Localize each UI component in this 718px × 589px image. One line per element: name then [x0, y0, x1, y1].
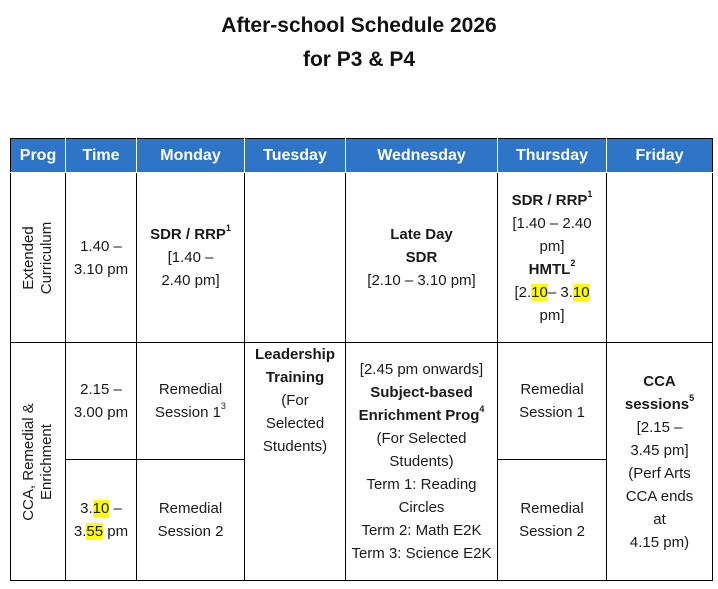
monday-slot2: Remedial Session 2: [137, 460, 245, 581]
thursday-slot2: Remedial Session 2: [498, 460, 607, 581]
header-prog: Prog: [11, 139, 66, 173]
page-subtitle: for P3 & P4: [302, 48, 416, 71]
header-wednesday: Wednesday: [346, 139, 498, 173]
friday-extended: [607, 173, 713, 343]
tuesday-extended: [245, 173, 346, 343]
thursday-extended: SDR / RRP$^1$ [1.40 – 2.40 pm] HMTL$^2$ [2.10– 3.10 pm]: [498, 173, 607, 343]
time-slot1: 2.15 – 3.00 pm: [66, 343, 137, 460]
prog-cca-remedial-enrichment: CCA, Remedial & Enrichment: [11, 343, 66, 581]
header-row: [11, 139, 713, 173]
prog-extended-curriculum: Extended Curriculum: [11, 173, 66, 343]
friday-cca: CCA sessions$^5$ [2.15 – 3.45 pm] (Perf Arts CCA ends at 4.15 pm): [607, 343, 713, 581]
header-time: Time: [66, 139, 137, 173]
header-friday: Friday: [607, 139, 713, 173]
header-monday: Monday: [137, 139, 245, 173]
monday-slot1: Remedial Session $1^3$: [137, 343, 245, 460]
wednesday-enrichment: [2.45 pm onwards] Subject-based Enrichment Prog$^4$ (For Selected Students) Term 1: Reading Circles Term 2: Math E2K Term 3: Science E2K: [346, 343, 498, 581]
wednesday-extended: Late Day SDR [2.10 – 3.10 pm]: [346, 173, 498, 343]
header-thursday: Thursday: [498, 139, 607, 173]
monday-extended: SDR / RRP$^1$ [1.40 – 2.40 pm]: [137, 173, 245, 343]
header-tuesday: Tuesday: [245, 139, 346, 173]
time-slot2: 3.10 – 3.55 pm: [66, 460, 137, 581]
thursday-slot1: Remedial Session 1: [498, 343, 607, 460]
tuesday-leadership: Leadership Training (For Selected Students): [245, 343, 346, 581]
schedule-table: [10, 138, 713, 581]
table-row-extended: [11, 173, 713, 343]
page-title: After-school Schedule 2026: [221, 14, 497, 37]
time-extended: 1.40 – 3.10 pm: [66, 173, 137, 343]
table-row-cca-slot1: [11, 343, 713, 460]
